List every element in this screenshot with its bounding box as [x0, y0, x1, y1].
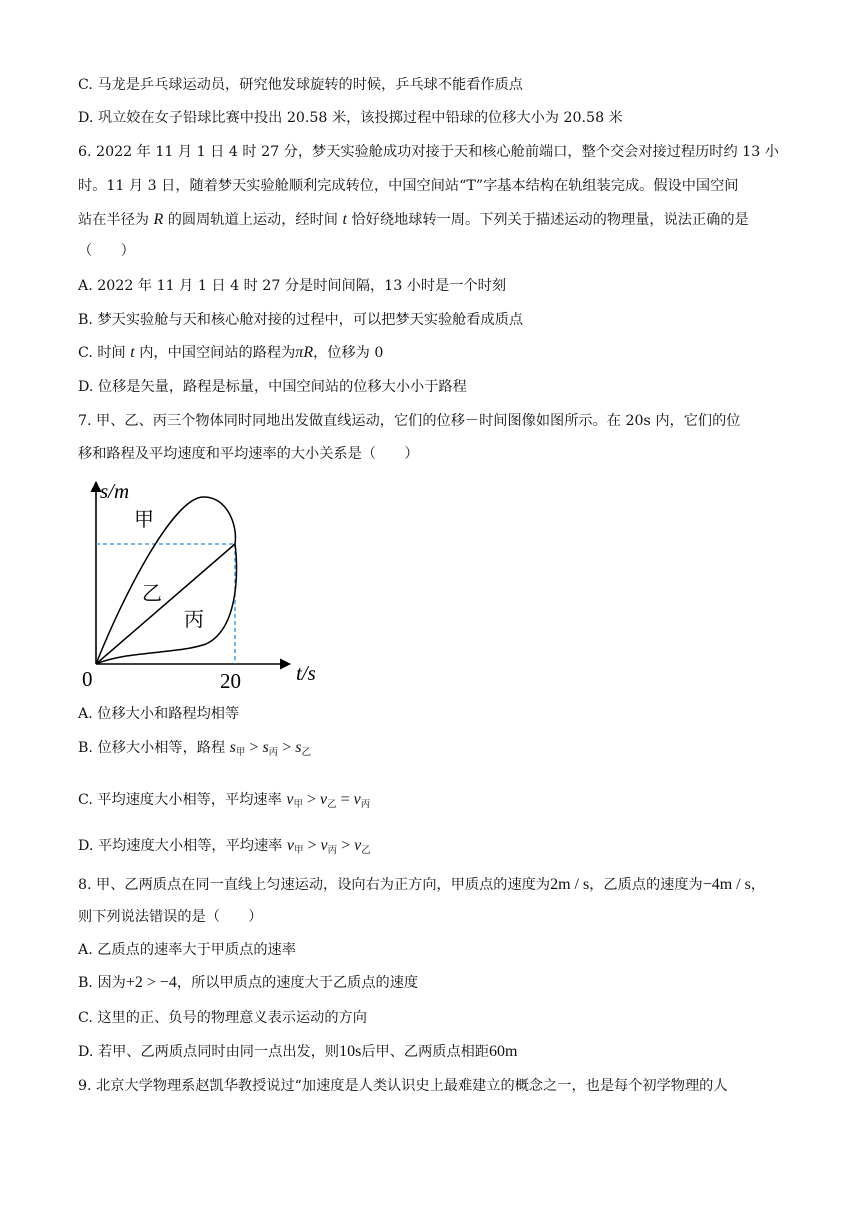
curve-label-bing: 丙: [184, 607, 204, 631]
question-8-line1: 8. 甲、乙两质点在同一直线上匀速运动，设向右为正方向，甲质点的速度为2m / s，乙质点的速度为−4m / s，: [78, 876, 766, 893]
question-7-line2: 移和路程及平均速度和平均速率的大小关系是（ ）: [78, 446, 419, 462]
curve-label-yi: 乙: [142, 581, 162, 605]
question-7-line1: 7. 甲、乙、丙三个物体同时同地出发做直线运动，它们的位移－时间图像如图所示。在 20s 内，它们的位: [78, 413, 741, 429]
question-6-line3: 站在半径为 R 的圆周轨道上运动，经时间 t 恰好绕地球转一周。下列关于描述运动的物理量，说法正确的是: [78, 211, 749, 228]
question-8-line2: 则下列说法错误的是（ ）: [78, 909, 263, 925]
option-b-q6: B. 梦天实验舱与天和核心舱对接的过程中，可以把梦天实验舱看成质点: [78, 312, 524, 328]
displacement-time-graph: [78, 476, 338, 696]
question-6-bracket: （ ）: [78, 243, 135, 259]
origin-label: 0: [82, 667, 93, 691]
option-d-q5: D. 巩立姣在女子铅球比赛中投出 20.58 米，该投掷过程中铅球的位移大小为 20.58 米: [78, 110, 623, 126]
question-6-line2: 时。11 月 3 日，随着梦天实验舱顺利完成转位，中国空间站“T”字基本结构在轨组装完成。假设中国空间: [78, 178, 739, 194]
y-axis-label: s/m: [100, 479, 130, 503]
option-c-q7: C. 平均速度大小相等，平均速率 $v_甲 > v_乙 = v_丙$: [78, 791, 371, 810]
question-9-line1: 9. 北京大学物理系赵凯华教授说过“加速度是人类认识史上最难建立的概念之一，也是每个初学物理的人: [78, 1078, 728, 1094]
line-yi: [96, 544, 235, 664]
option-d-q7: D. 平均速度大小相等，平均速率 $v_甲 > v_丙 > v_乙$: [78, 837, 371, 856]
x-axis-label: t/s: [296, 661, 316, 685]
option-c-q5: C. 马龙是乒乓球运动员，研究他发球旋转的时候，乒乓球不能看作质点: [78, 77, 523, 93]
option-b-q8: B. 因为+2 > −4，所以甲质点的速度大于乙质点的速度: [78, 974, 419, 991]
option-a-q8: A. 乙质点的速率大于甲质点的速率: [78, 942, 296, 958]
option-d-q8: D. 若甲、乙两质点同时由同一点出发，则10s后甲、乙两质点相距60m: [78, 1043, 518, 1060]
option-a-q6: A. 2022 年 11 月 1 日 4 时 27 分是时间间隔，13 小时是一个时刻: [78, 278, 507, 294]
option-d-q6: D. 位移是矢量，路程是标量，中国空间站的位移大小小于路程: [78, 379, 467, 395]
option-b-q7: B. 位移大小相等，路程 $s_甲 > s_丙 > s_乙$: [78, 739, 311, 758]
option-c-q6: C. 时间 t 内，中国空间站的路程为πR，位移为 0: [78, 344, 384, 361]
curve-label-jia: 甲: [134, 507, 154, 531]
option-c-q8: C. 这里的正、负号的物理意义表示运动的方向: [78, 1010, 367, 1026]
x-tick-20: 20: [220, 669, 241, 693]
option-a-q7: A. 位移大小和路程均相等: [78, 706, 240, 722]
question-6-line1: 6. 2022 年 11 月 1 日 4 时 27 分，梦天实验舱成功对接于天和核心舱前端口，整个交会对接过程历时约 13 小: [78, 144, 779, 160]
